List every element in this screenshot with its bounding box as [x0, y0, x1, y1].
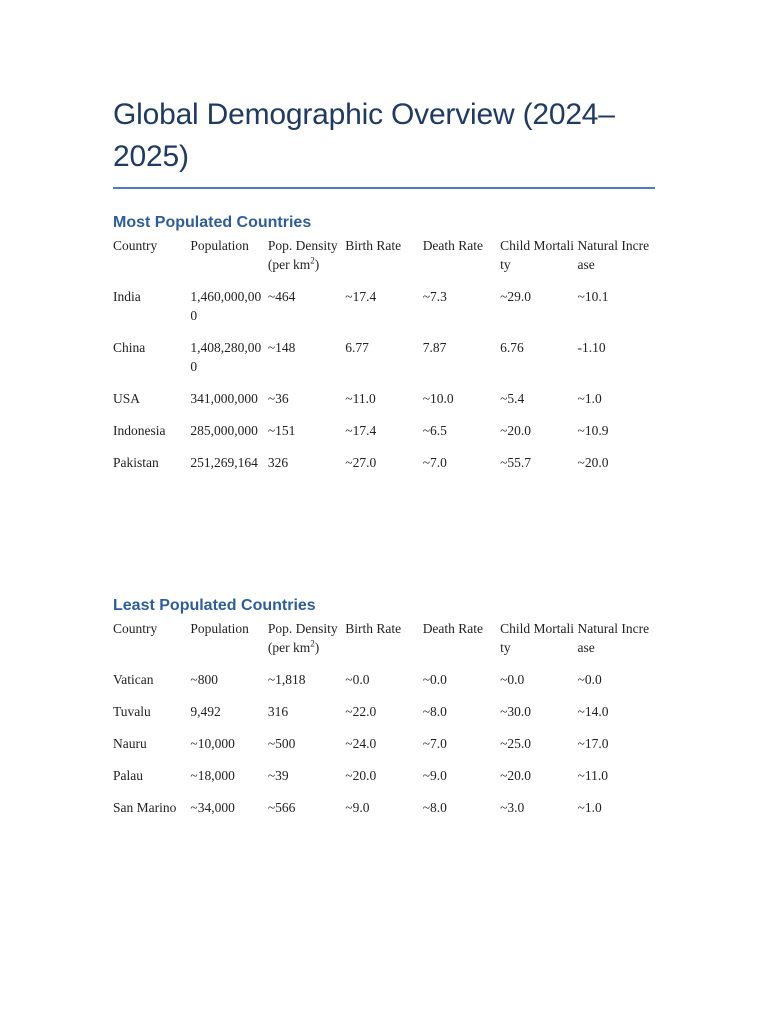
header-country: Country [113, 238, 158, 253]
cell-population: 1,408,280,000 [190, 340, 262, 374]
cell-country: Nauru [113, 736, 147, 751]
table-row [113, 421, 655, 453]
cell-death-rate: ~8.0 [422, 704, 447, 719]
cell-child-mortality: 6.76 [500, 340, 524, 355]
table-row [113, 453, 655, 485]
cell-death-rate: ~8.0 [422, 800, 447, 815]
cell-population: ~18,000 [190, 768, 235, 783]
cell-death-rate: ~7.0 [422, 736, 447, 751]
cell-country: India [113, 289, 141, 304]
cell-population: 251,269,164 [190, 455, 258, 470]
header-country: Country [113, 621, 158, 636]
cell-birth-rate: 6.77 [345, 340, 369, 355]
page-title: Global Demographic Overview (2024–2025) [113, 98, 615, 173]
cell-death-rate: ~0.0 [422, 672, 447, 687]
cell-population: ~10,000 [190, 736, 235, 751]
cell-birth-rate: ~0.0 [345, 672, 370, 687]
cell-natural-increase: ~1.0 [577, 391, 602, 406]
cell-child-mortality: ~0.0 [500, 672, 525, 687]
cell-child-mortality: ~25.0 [500, 736, 532, 751]
header-death-rate: Death Rate [422, 238, 484, 253]
cell-birth-rate: ~17.4 [345, 289, 377, 304]
most-populated-section [113, 213, 655, 485]
header-population: Population [190, 238, 249, 253]
cell-density: ~1,818 [267, 672, 306, 687]
cell-natural-increase: ~14.0 [577, 704, 609, 719]
header-density-close: ) [314, 257, 320, 272]
header-natural-increase: Natural Increase [577, 238, 650, 272]
header-birth-rate: Birth Rate [345, 238, 402, 253]
cell-death-rate: ~7.3 [422, 289, 447, 304]
header-population: Population [190, 621, 249, 636]
cell-child-mortality: ~20.0 [500, 768, 532, 783]
table-row [113, 670, 655, 702]
cell-population: 1,460,000,000 [190, 289, 262, 323]
cell-country: Vatican [113, 672, 154, 687]
table-row [113, 389, 655, 421]
cell-density: ~148 [267, 340, 296, 355]
cell-density: ~151 [267, 423, 296, 438]
cell-density: ~36 [267, 391, 289, 406]
cell-child-mortality: ~29.0 [500, 289, 532, 304]
header-density [268, 619, 345, 670]
cell-country: Tuvalu [113, 704, 151, 719]
cell-child-mortality: ~20.0 [500, 423, 532, 438]
header-death-rate: Death Rate [422, 621, 484, 636]
table-header-row [113, 236, 655, 287]
cell-death-rate: 7.87 [422, 340, 447, 355]
header-density-label: Pop. Density (per km [267, 238, 338, 272]
cell-natural-increase: ~10.9 [577, 423, 609, 438]
cell-birth-rate: ~11.0 [345, 391, 376, 406]
header-density [268, 236, 345, 287]
table-row [113, 702, 655, 734]
header-natural-increase: Natural Increase [577, 621, 650, 655]
cell-natural-increase: -1.10 [577, 340, 606, 355]
cell-density: ~500 [267, 736, 296, 751]
cell-natural-increase: ~17.0 [577, 736, 609, 751]
header-density-unit-exponent: 2 [310, 255, 315, 266]
cell-birth-rate: ~20.0 [345, 768, 377, 783]
cell-country: USA [113, 391, 141, 406]
cell-density: ~566 [267, 800, 296, 815]
cell-density: 326 [267, 455, 289, 470]
cell-population: ~800 [190, 672, 218, 687]
cell-country: Palau [113, 768, 143, 783]
document-page [113, 0, 655, 815]
cell-natural-increase: ~0.0 [577, 672, 602, 687]
table-row [113, 287, 655, 338]
table-row [113, 734, 655, 766]
most-populated-heading: Most Populated Countries [113, 214, 312, 231]
cell-death-rate: ~9.0 [422, 768, 447, 783]
cell-population: 9,492 [190, 704, 221, 719]
cell-birth-rate: ~27.0 [345, 455, 377, 470]
cell-child-mortality: ~5.4 [500, 391, 525, 406]
cell-population: ~34,000 [190, 800, 235, 815]
cell-death-rate: ~6.5 [422, 423, 447, 438]
cell-natural-increase: ~10.1 [577, 289, 609, 304]
cell-natural-increase: ~1.0 [577, 800, 602, 815]
cell-country: San Marino [113, 800, 177, 815]
cell-country: Indonesia [113, 423, 166, 438]
table-row [113, 338, 655, 389]
cell-birth-rate: ~9.0 [345, 800, 370, 815]
cell-birth-rate: ~24.0 [345, 736, 377, 751]
cell-density: ~464 [267, 289, 296, 304]
cell-density: ~39 [267, 768, 289, 783]
least-populated-section [113, 596, 655, 830]
cell-density: 316 [267, 704, 289, 719]
cell-birth-rate: ~17.4 [345, 423, 377, 438]
table-header-row [113, 619, 655, 670]
header-child-mortality: Child Mortality [500, 238, 574, 272]
cell-natural-increase: ~20.0 [577, 455, 609, 470]
header-density-close: ) [314, 640, 320, 655]
cell-country: Pakistan [113, 455, 159, 470]
header-child-mortality: Child Mortality [500, 621, 574, 655]
table-row [113, 766, 655, 798]
table-row [113, 798, 655, 830]
cell-population: 341,000,000 [190, 391, 258, 406]
header-density-label: Pop. Density (per km [267, 621, 338, 655]
cell-country: China [113, 340, 146, 355]
cell-child-mortality: ~30.0 [500, 704, 532, 719]
least-populated-heading: Least Populated Countries [113, 597, 316, 614]
cell-child-mortality: ~55.7 [500, 455, 532, 470]
header-density-unit-exponent: 2 [310, 638, 315, 649]
cell-death-rate: ~10.0 [422, 391, 454, 406]
cell-death-rate: ~7.0 [422, 455, 447, 470]
least-populated-table [113, 619, 655, 830]
cell-birth-rate: ~22.0 [345, 704, 377, 719]
title-divider [113, 187, 655, 189]
cell-natural-increase: ~11.0 [577, 768, 608, 783]
cell-population: 285,000,000 [190, 423, 258, 438]
most-populated-table [113, 236, 655, 485]
cell-child-mortality: ~3.0 [500, 800, 525, 815]
header-birth-rate: Birth Rate [345, 621, 402, 636]
